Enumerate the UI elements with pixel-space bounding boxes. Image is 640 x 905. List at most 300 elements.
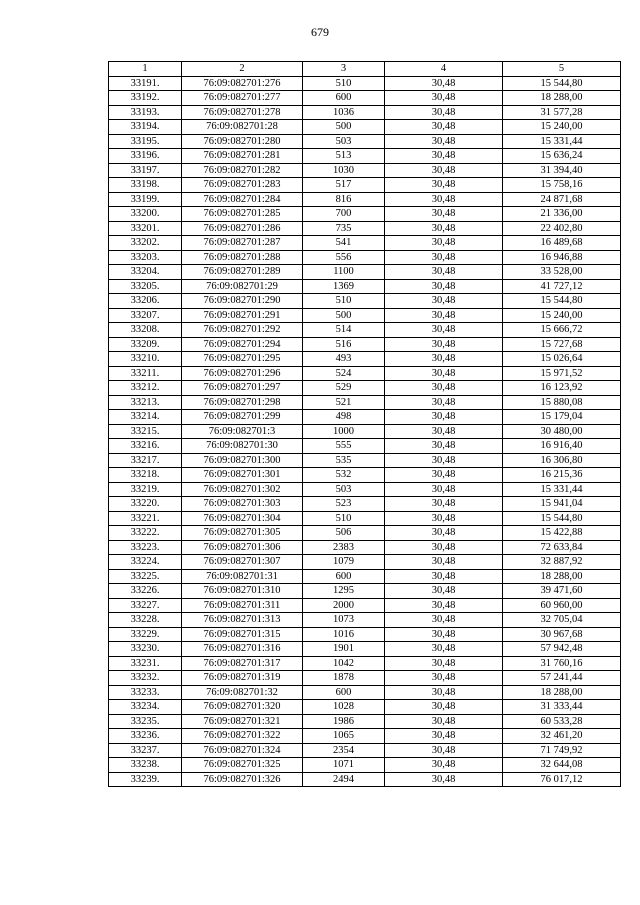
rate-cell: 30,48 (385, 758, 503, 773)
cadastral-number-cell: 76:09:082701:282 (182, 163, 303, 178)
cadastral-number-cell: 76:09:082701:310 (182, 584, 303, 599)
amount-cell: 16 916,40 (503, 439, 621, 454)
rate-cell: 30,48 (385, 410, 503, 425)
amount-cell: 32 461,20 (503, 729, 621, 744)
page-number: 679 (311, 25, 329, 39)
rate-cell: 30,48 (385, 685, 503, 700)
row-number-cell: 33202. (109, 236, 182, 251)
cadastral-number-cell: 76:09:082701:315 (182, 627, 303, 642)
table-row (109, 308, 621, 323)
row-number-cell: 33219. (109, 482, 182, 497)
cadastral-number-cell: 76:09:082701:326 (182, 772, 303, 787)
table-row (109, 700, 621, 715)
area-cell: 1369 (303, 279, 385, 294)
table-row (109, 540, 621, 555)
cadastral-number-cell: 76:09:082701:285 (182, 207, 303, 222)
table-row (109, 511, 621, 526)
amount-cell: 16 306,80 (503, 453, 621, 468)
row-number-cell: 33201. (109, 221, 182, 236)
area-cell: 510 (303, 511, 385, 526)
row-number-cell: 33225. (109, 569, 182, 584)
cadastral-number-cell: 76:09:082701:277 (182, 91, 303, 106)
area-cell: 500 (303, 308, 385, 323)
table-row (109, 468, 621, 483)
rate-cell: 30,48 (385, 366, 503, 381)
rate-cell: 30,48 (385, 192, 503, 207)
row-number-cell: 33205. (109, 279, 182, 294)
rate-cell: 30,48 (385, 569, 503, 584)
amount-cell: 15 758,16 (503, 178, 621, 193)
row-number-cell: 33237. (109, 743, 182, 758)
cadastral-number-cell: 76:09:082701:298 (182, 395, 303, 410)
amount-cell: 21 336,00 (503, 207, 621, 222)
area-cell: 514 (303, 323, 385, 338)
rate-cell: 30,48 (385, 308, 503, 323)
area-cell: 500 (303, 120, 385, 135)
cadastral-number-cell: 76:09:082701:28 (182, 120, 303, 135)
amount-cell: 57 942,48 (503, 642, 621, 657)
table-row (109, 221, 621, 236)
cadastral-number-cell: 76:09:082701:320 (182, 700, 303, 715)
table-row (109, 381, 621, 396)
row-number-cell: 33228. (109, 613, 182, 628)
table-row (109, 323, 621, 338)
area-cell: 1028 (303, 700, 385, 715)
row-number-cell: 33197. (109, 163, 182, 178)
row-number-cell: 33226. (109, 584, 182, 599)
rate-cell: 30,48 (385, 294, 503, 309)
area-cell: 1295 (303, 584, 385, 599)
amount-cell: 33 528,00 (503, 265, 621, 280)
area-cell: 498 (303, 410, 385, 425)
amount-cell: 16 946,88 (503, 250, 621, 265)
amount-cell: 15 179,04 (503, 410, 621, 425)
row-number-cell: 33223. (109, 540, 182, 555)
table-row (109, 656, 621, 671)
cadastral-number-cell: 76:09:082701:280 (182, 134, 303, 149)
row-number-cell: 33216. (109, 439, 182, 454)
area-cell: 2000 (303, 598, 385, 613)
cadastral-number-cell: 76:09:082701:311 (182, 598, 303, 613)
rate-cell: 30,48 (385, 671, 503, 686)
cadastral-number-cell: 76:09:082701:32 (182, 685, 303, 700)
row-number-cell: 33194. (109, 120, 182, 135)
area-cell: 1065 (303, 729, 385, 744)
rate-cell: 30,48 (385, 642, 503, 657)
cadastral-number-cell: 76:09:082701:299 (182, 410, 303, 425)
rate-cell: 30,48 (385, 598, 503, 613)
row-number-cell: 33196. (109, 149, 182, 164)
table-row (109, 613, 621, 628)
area-cell: 513 (303, 149, 385, 164)
row-number-cell: 33238. (109, 758, 182, 773)
amount-cell: 30 480,00 (503, 424, 621, 439)
table-row (109, 91, 621, 106)
amount-cell: 22 402,80 (503, 221, 621, 236)
rate-cell: 30,48 (385, 656, 503, 671)
cadastral-number-cell: 76:09:082701:301 (182, 468, 303, 483)
table-row (109, 555, 621, 570)
row-number-cell: 33191. (109, 76, 182, 91)
amount-cell: 41 727,12 (503, 279, 621, 294)
table-row (109, 584, 621, 599)
row-number-cell: 33204. (109, 265, 182, 280)
row-number-cell: 33215. (109, 424, 182, 439)
table-row (109, 453, 621, 468)
row-number-cell: 33217. (109, 453, 182, 468)
table-row (109, 76, 621, 91)
cadastral-number-cell: 76:09:082701:288 (182, 250, 303, 265)
rate-cell: 30,48 (385, 555, 503, 570)
cadastral-number-cell: 76:09:082701:295 (182, 352, 303, 367)
rate-cell: 30,48 (385, 453, 503, 468)
cadastral-number-cell: 76:09:082701:292 (182, 323, 303, 338)
table-header-row (109, 62, 621, 77)
cadastral-number-cell: 76:09:082701:291 (182, 308, 303, 323)
row-number-cell: 33235. (109, 714, 182, 729)
area-cell: 2383 (303, 540, 385, 555)
amount-cell: 16 123,92 (503, 381, 621, 396)
table-row (109, 758, 621, 773)
area-cell: 555 (303, 439, 385, 454)
table-row (109, 685, 621, 700)
area-cell: 1100 (303, 265, 385, 280)
area-cell: 541 (303, 236, 385, 251)
rate-cell: 30,48 (385, 511, 503, 526)
row-number-cell: 33192. (109, 91, 182, 106)
amount-cell: 15 880,08 (503, 395, 621, 410)
area-cell: 529 (303, 381, 385, 396)
table-row (109, 163, 621, 178)
amount-cell: 32 887,92 (503, 555, 621, 570)
area-cell: 600 (303, 569, 385, 584)
table-row (109, 149, 621, 164)
row-number-cell: 33214. (109, 410, 182, 425)
area-cell: 2494 (303, 772, 385, 787)
cadastral-number-cell: 76:09:082701:29 (182, 279, 303, 294)
rate-cell: 30,48 (385, 279, 503, 294)
area-cell: 735 (303, 221, 385, 236)
row-number-cell: 33236. (109, 729, 182, 744)
table-row (109, 772, 621, 787)
amount-cell: 31 394,40 (503, 163, 621, 178)
cadastral-number-cell: 76:09:082701:324 (182, 743, 303, 758)
row-number-cell: 33193. (109, 105, 182, 120)
area-cell: 556 (303, 250, 385, 265)
area-cell: 510 (303, 294, 385, 309)
table-row (109, 236, 621, 251)
amount-cell: 60 960,00 (503, 598, 621, 613)
area-cell: 816 (303, 192, 385, 207)
table-row (109, 410, 621, 425)
row-number-cell: 33221. (109, 511, 182, 526)
table-row (109, 178, 621, 193)
amount-cell: 32 644,08 (503, 758, 621, 773)
area-cell: 510 (303, 76, 385, 91)
table-row (109, 105, 621, 120)
column-header: 1 (109, 62, 182, 77)
table-row (109, 352, 621, 367)
amount-cell: 57 241,44 (503, 671, 621, 686)
amount-cell: 15 544,80 (503, 294, 621, 309)
area-cell: 700 (303, 207, 385, 222)
row-number-cell: 33222. (109, 526, 182, 541)
rate-cell: 30,48 (385, 265, 503, 280)
amount-cell: 30 967,68 (503, 627, 621, 642)
row-number-cell: 33231. (109, 656, 182, 671)
rate-cell: 30,48 (385, 772, 503, 787)
amount-cell: 18 288,00 (503, 91, 621, 106)
area-cell: 524 (303, 366, 385, 381)
amount-cell: 16 489,68 (503, 236, 621, 251)
table-row (109, 279, 621, 294)
cadastral-number-cell: 76:09:082701:303 (182, 497, 303, 512)
rate-cell: 30,48 (385, 424, 503, 439)
row-number-cell: 33195. (109, 134, 182, 149)
cadastral-number-cell: 76:09:082701:319 (182, 671, 303, 686)
rate-cell: 30,48 (385, 163, 503, 178)
rate-cell: 30,48 (385, 178, 503, 193)
rate-cell: 30,48 (385, 323, 503, 338)
table-row (109, 598, 621, 613)
cadastral-number-cell: 76:09:082701:297 (182, 381, 303, 396)
area-cell: 2354 (303, 743, 385, 758)
cadastral-number-cell: 76:09:082701:278 (182, 105, 303, 120)
table-row (109, 497, 621, 512)
cadastral-number-cell: 76:09:082701:307 (182, 555, 303, 570)
rate-cell: 30,48 (385, 207, 503, 222)
area-cell: 1986 (303, 714, 385, 729)
rate-cell: 30,48 (385, 497, 503, 512)
area-cell: 600 (303, 91, 385, 106)
cadastral-number-cell: 76:09:082701:290 (182, 294, 303, 309)
table-row (109, 395, 621, 410)
amount-cell: 72 633,84 (503, 540, 621, 555)
cadastral-number-cell: 76:09:082701:294 (182, 337, 303, 352)
rate-cell: 30,48 (385, 482, 503, 497)
row-number-cell: 33224. (109, 555, 182, 570)
cadastral-number-cell: 76:09:082701:304 (182, 511, 303, 526)
rate-cell: 30,48 (385, 714, 503, 729)
cadastral-number-cell: 76:09:082701:321 (182, 714, 303, 729)
area-cell: 1000 (303, 424, 385, 439)
column-header: 3 (303, 62, 385, 77)
rate-cell: 30,48 (385, 91, 503, 106)
cadastral-number-cell: 76:09:082701:281 (182, 149, 303, 164)
rate-cell: 30,48 (385, 468, 503, 483)
area-cell: 506 (303, 526, 385, 541)
rate-cell: 30,48 (385, 105, 503, 120)
rate-cell: 30,48 (385, 352, 503, 367)
row-number-cell: 33212. (109, 381, 182, 396)
rate-cell: 30,48 (385, 700, 503, 715)
table-row (109, 265, 621, 280)
rate-cell: 30,48 (385, 236, 503, 251)
table-row (109, 337, 621, 352)
area-cell: 1016 (303, 627, 385, 642)
row-number-cell: 33203. (109, 250, 182, 265)
cadastral-number-cell: 76:09:082701:286 (182, 221, 303, 236)
row-number-cell: 33210. (109, 352, 182, 367)
area-cell: 1042 (303, 656, 385, 671)
area-cell: 503 (303, 482, 385, 497)
cadastral-number-cell: 76:09:082701:313 (182, 613, 303, 628)
row-number-cell: 33207. (109, 308, 182, 323)
row-number-cell: 33200. (109, 207, 182, 222)
row-number-cell: 33208. (109, 323, 182, 338)
amount-cell: 31 577,28 (503, 105, 621, 120)
rate-cell: 30,48 (385, 526, 503, 541)
area-cell: 516 (303, 337, 385, 352)
cadastral-number-cell: 76:09:082701:287 (182, 236, 303, 251)
cadastral-number-cell: 76:09:082701:305 (182, 526, 303, 541)
table-row (109, 714, 621, 729)
amount-cell: 16 215,36 (503, 468, 621, 483)
area-cell: 521 (303, 395, 385, 410)
amount-cell: 60 533,28 (503, 714, 621, 729)
cadastral-number-cell: 76:09:082701:283 (182, 178, 303, 193)
rate-cell: 30,48 (385, 540, 503, 555)
column-header: 4 (385, 62, 503, 77)
column-header: 2 (182, 62, 303, 77)
row-number-cell: 33206. (109, 294, 182, 309)
area-cell: 532 (303, 468, 385, 483)
row-number-cell: 33198. (109, 178, 182, 193)
rate-cell: 30,48 (385, 729, 503, 744)
area-cell: 503 (303, 134, 385, 149)
area-cell: 1071 (303, 758, 385, 773)
table-row (109, 294, 621, 309)
rate-cell: 30,48 (385, 221, 503, 236)
rate-cell: 30,48 (385, 627, 503, 642)
rate-cell: 30,48 (385, 381, 503, 396)
area-cell: 1901 (303, 642, 385, 657)
cadastral-number-cell: 76:09:082701:300 (182, 453, 303, 468)
area-cell: 1079 (303, 555, 385, 570)
amount-cell: 15 240,00 (503, 308, 621, 323)
amount-cell: 15 971,52 (503, 366, 621, 381)
table-row (109, 729, 621, 744)
column-header: 5 (503, 62, 621, 77)
row-number-cell: 33227. (109, 598, 182, 613)
rate-cell: 30,48 (385, 584, 503, 599)
table-row (109, 120, 621, 135)
amount-cell: 15 331,44 (503, 482, 621, 497)
amount-cell: 76 017,12 (503, 772, 621, 787)
cadastral-number-cell: 76:09:082701:289 (182, 265, 303, 280)
amount-cell: 15 636,24 (503, 149, 621, 164)
cadastral-number-cell: 76:09:082701:30 (182, 439, 303, 454)
table-row (109, 569, 621, 584)
table-row (109, 207, 621, 222)
rate-cell: 30,48 (385, 743, 503, 758)
amount-cell: 15 941,04 (503, 497, 621, 512)
amount-cell: 71 749,92 (503, 743, 621, 758)
table-body (109, 76, 621, 787)
data-table (108, 61, 621, 787)
cadastral-number-cell: 76:09:082701:284 (182, 192, 303, 207)
area-cell: 1878 (303, 671, 385, 686)
cadastral-number-cell: 76:09:082701:306 (182, 540, 303, 555)
amount-cell: 15 422,88 (503, 526, 621, 541)
rate-cell: 30,48 (385, 337, 503, 352)
row-number-cell: 33239. (109, 772, 182, 787)
amount-cell: 15 666,72 (503, 323, 621, 338)
cadastral-number-cell: 76:09:082701:322 (182, 729, 303, 744)
row-number-cell: 33213. (109, 395, 182, 410)
amount-cell: 15 544,80 (503, 76, 621, 91)
cadastral-number-cell: 76:09:082701:3 (182, 424, 303, 439)
cadastral-number-cell: 76:09:082701:325 (182, 758, 303, 773)
table-row (109, 743, 621, 758)
area-cell: 1030 (303, 163, 385, 178)
rate-cell: 30,48 (385, 134, 503, 149)
row-number-cell: 33230. (109, 642, 182, 657)
amount-cell: 18 288,00 (503, 685, 621, 700)
area-cell: 523 (303, 497, 385, 512)
row-number-cell: 33209. (109, 337, 182, 352)
row-number-cell: 33234. (109, 700, 182, 715)
table-row (109, 250, 621, 265)
area-cell: 517 (303, 178, 385, 193)
area-cell: 600 (303, 685, 385, 700)
amount-cell: 15 544,80 (503, 511, 621, 526)
row-number-cell: 33211. (109, 366, 182, 381)
row-number-cell: 33233. (109, 685, 182, 700)
table-row (109, 134, 621, 149)
amount-cell: 15 240,00 (503, 120, 621, 135)
rate-cell: 30,48 (385, 149, 503, 164)
rate-cell: 30,48 (385, 613, 503, 628)
table-row (109, 482, 621, 497)
amount-cell: 15 331,44 (503, 134, 621, 149)
amount-cell: 31 760,16 (503, 656, 621, 671)
cadastral-number-cell: 76:09:082701:276 (182, 76, 303, 91)
area-cell: 493 (303, 352, 385, 367)
amount-cell: 31 333,44 (503, 700, 621, 715)
table-row (109, 671, 621, 686)
row-number-cell: 33218. (109, 468, 182, 483)
cadastral-number-cell: 76:09:082701:296 (182, 366, 303, 381)
table-row (109, 439, 621, 454)
row-number-cell: 33232. (109, 671, 182, 686)
table-row (109, 366, 621, 381)
cadastral-number-cell: 76:09:082701:31 (182, 569, 303, 584)
amount-cell: 24 871,68 (503, 192, 621, 207)
rate-cell: 30,48 (385, 250, 503, 265)
amount-cell: 18 288,00 (503, 569, 621, 584)
rate-cell: 30,48 (385, 120, 503, 135)
area-cell: 1073 (303, 613, 385, 628)
row-number-cell: 33220. (109, 497, 182, 512)
table-row (109, 642, 621, 657)
table-row (109, 424, 621, 439)
cadastral-number-cell: 76:09:082701:302 (182, 482, 303, 497)
table-row (109, 192, 621, 207)
rate-cell: 30,48 (385, 439, 503, 454)
amount-cell: 15 026,64 (503, 352, 621, 367)
table-row (109, 627, 621, 642)
cadastral-number-cell: 76:09:082701:317 (182, 656, 303, 671)
cadastral-number-cell: 76:09:082701:316 (182, 642, 303, 657)
rate-cell: 30,48 (385, 76, 503, 91)
row-number-cell: 33229. (109, 627, 182, 642)
table-row (109, 526, 621, 541)
amount-cell: 15 727,68 (503, 337, 621, 352)
area-cell: 535 (303, 453, 385, 468)
area-cell: 1036 (303, 105, 385, 120)
amount-cell: 39 471,60 (503, 584, 621, 599)
